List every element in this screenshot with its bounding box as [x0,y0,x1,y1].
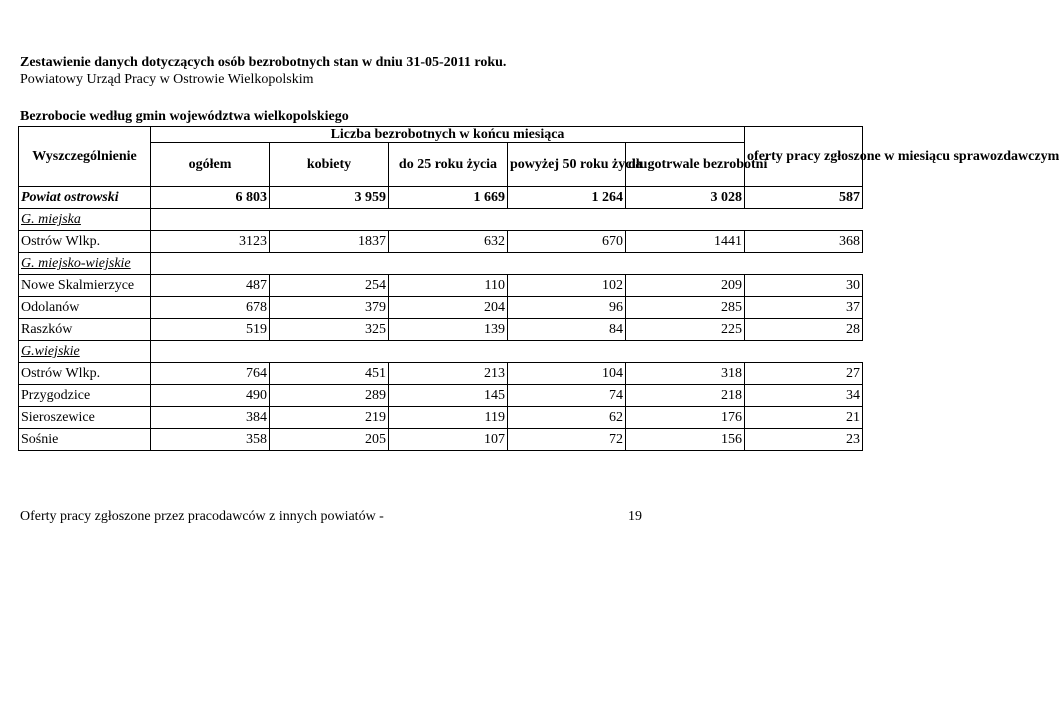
row-name: Przygodzice [19,385,151,407]
cell-over50: 74 [508,385,626,407]
group-row [19,341,863,363]
cell-over50: 102 [508,275,626,297]
report-title: Zestawienie danych dotyczących osób bezrobotnych stan w dniu 31-05-2011 roku. [20,55,507,70]
office-name: Powiatowy Urząd Pracy w Ostrowie Wielkopolskim [20,72,314,87]
table-row [19,231,863,253]
table-row [19,297,863,319]
unemployment-table [18,126,1059,451]
cell-under25: 1 669 [389,187,508,209]
table-row [19,275,863,297]
cell-offers: 37 [745,297,863,319]
cell-total: 384 [151,407,270,429]
cell-longterm: 218 [626,385,745,407]
group-label: G. miejsko-wiejskie [19,253,151,275]
table-row [19,407,863,429]
row-name: Sośnie [19,429,151,451]
cell-women: 254 [270,275,389,297]
col-header-total: ogółem [151,143,270,187]
cell-longterm: 209 [626,275,745,297]
cell-women: 379 [270,297,389,319]
col-group-header: Liczba bezrobotnych w końcu miesiąca [151,127,745,143]
cell-under25: 119 [389,407,508,429]
group-filler [151,253,863,275]
cell-under25: 145 [389,385,508,407]
cell-under25: 110 [389,275,508,297]
cell-women: 451 [270,363,389,385]
cell-over50: 84 [508,319,626,341]
cell-offers: 30 [745,275,863,297]
cell-under25: 213 [389,363,508,385]
cell-over50: 72 [508,429,626,451]
group-filler [151,209,863,231]
cell-longterm: 1441 [626,231,745,253]
col-header-women: kobiety [270,143,389,187]
row-name: Sieroszewice [19,407,151,429]
row-name: Odolanów [19,297,151,319]
cell-total: 490 [151,385,270,407]
cell-under25: 204 [389,297,508,319]
col-header-offers: oferty pracy zgłoszone w miesiącu sprawozdawczym [745,127,863,187]
cell-total: 678 [151,297,270,319]
cell-women: 289 [270,385,389,407]
group-row [19,253,863,275]
cell-longterm: 3 028 [626,187,745,209]
cell-longterm: 285 [626,297,745,319]
footer-value: 19 [628,509,642,524]
row-name: Powiat ostrowski [19,187,151,209]
cell-total: 3123 [151,231,270,253]
row-name: Ostrów Wlkp. [19,363,151,385]
cell-offers: 23 [745,429,863,451]
cell-offers: 587 [745,187,863,209]
row-name: Raszków [19,319,151,341]
col-header-over50: powyżej 50 roku życia [508,143,626,187]
cell-women: 1837 [270,231,389,253]
col-header-name: Wyszczególnienie [19,127,151,187]
cell-offers: 368 [745,231,863,253]
cell-over50: 62 [508,407,626,429]
group-label: G.wiejskie [19,341,151,363]
cell-offers: 21 [745,407,863,429]
table-row [19,385,863,407]
table-row [19,363,863,385]
col-header-longterm: długotrwale bezrobotni [626,143,745,187]
cell-offers: 34 [745,385,863,407]
cell-total: 6 803 [151,187,270,209]
row-name: Nowe Skalmierzyce [19,275,151,297]
cell-total: 487 [151,275,270,297]
cell-longterm: 318 [626,363,745,385]
col-header-under25: do 25 roku życia [389,143,508,187]
cell-offers: 27 [745,363,863,385]
group-filler [151,341,863,363]
cell-over50: 1 264 [508,187,626,209]
cell-total: 764 [151,363,270,385]
cell-longterm: 156 [626,429,745,451]
cell-total: 358 [151,429,270,451]
cell-over50: 104 [508,363,626,385]
row-name: Ostrów Wlkp. [19,231,151,253]
cell-offers: 28 [745,319,863,341]
cell-under25: 139 [389,319,508,341]
cell-longterm: 176 [626,407,745,429]
cell-women: 205 [270,429,389,451]
cell-under25: 107 [389,429,508,451]
cell-over50: 96 [508,297,626,319]
cell-women: 3 959 [270,187,389,209]
cell-total: 519 [151,319,270,341]
cell-under25: 632 [389,231,508,253]
cell-longterm: 225 [626,319,745,341]
cell-women: 219 [270,407,389,429]
table-row [19,429,863,451]
cell-over50: 670 [508,231,626,253]
total-row [19,187,863,209]
cell-women: 325 [270,319,389,341]
group-row [19,209,863,231]
table-row [19,319,863,341]
footer-label: Oferty pracy zgłoszone przez pracodawców z innych powiatów - [20,509,384,524]
group-label: G. miejska [19,209,151,231]
section-title: Bezrobocie według gmin województwa wielkopolskiego [20,109,349,124]
